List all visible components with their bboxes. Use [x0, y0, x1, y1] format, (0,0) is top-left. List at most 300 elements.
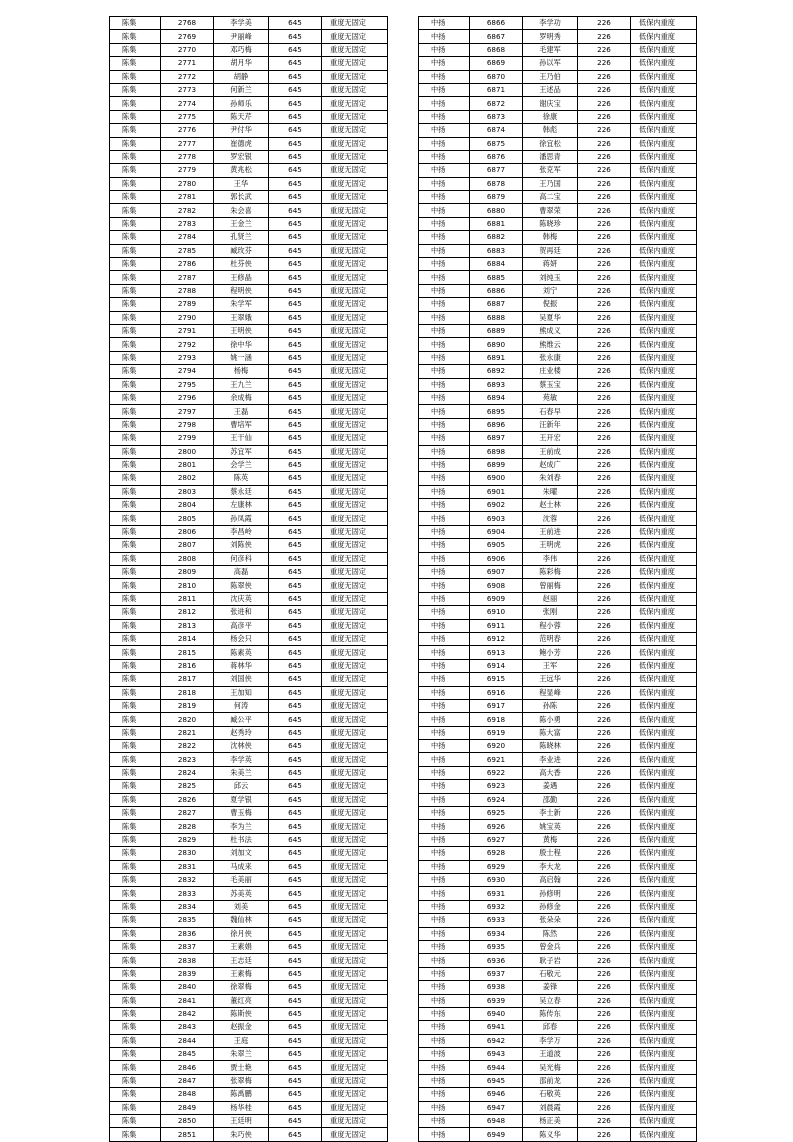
number-cell: 2784: [161, 231, 214, 244]
number-cell: 2842: [161, 1007, 214, 1020]
table-row: [110, 472, 388, 485]
name-cell: 鲍小芳: [523, 646, 578, 659]
table-row: [110, 713, 388, 726]
town-cell: 陈集: [110, 967, 161, 980]
name-cell: 张永康: [523, 351, 578, 364]
category-cell: 重度无固定: [322, 1101, 388, 1114]
category-cell: 低保内重度: [631, 579, 697, 592]
town-cell: 陈集: [110, 1007, 161, 1020]
table-row: [110, 807, 388, 820]
name-cell: 罗宏银: [214, 150, 269, 163]
town-cell: 陈集: [110, 860, 161, 873]
category-cell: 低保内重度: [631, 673, 697, 686]
amount-cell: 226: [578, 833, 631, 846]
amount-cell: 645: [269, 43, 322, 56]
category-cell: 低保内重度: [631, 432, 697, 445]
number-cell: 6886: [470, 284, 523, 297]
category-cell: 低保内重度: [631, 552, 697, 565]
amount-cell: 226: [578, 900, 631, 913]
table-row: [110, 512, 388, 525]
name-cell: 王乃国: [523, 177, 578, 190]
name-cell: 孙师乐: [214, 97, 269, 110]
category-cell: 低保内重度: [631, 780, 697, 793]
town-cell: 中扬: [419, 284, 470, 297]
number-cell: 2825: [161, 780, 214, 793]
town-cell: 陈集: [110, 338, 161, 351]
name-cell: 胡静: [214, 70, 269, 83]
town-cell: 陈集: [110, 231, 161, 244]
amount-cell: 226: [578, 244, 631, 257]
name-cell: 王明虎: [523, 539, 578, 552]
town-cell: 陈集: [110, 83, 161, 96]
table-row: [419, 1048, 697, 1061]
town-cell: 中扬: [419, 793, 470, 806]
town-cell: 中扬: [419, 686, 470, 699]
name-cell: 李业进: [523, 753, 578, 766]
amount-cell: 645: [269, 726, 322, 739]
town-cell: 中扬: [419, 324, 470, 337]
amount-cell: 645: [269, 217, 322, 230]
amount-cell: 645: [269, 900, 322, 913]
number-cell: 6927: [470, 833, 523, 846]
table-row: [419, 807, 697, 820]
category-cell: 重度无固定: [322, 191, 388, 204]
name-cell: 黄梅: [523, 833, 578, 846]
town-cell: 中扬: [419, 70, 470, 83]
number-cell: 6929: [470, 860, 523, 873]
number-cell: 6902: [470, 499, 523, 512]
category-cell: 低保内重度: [631, 900, 697, 913]
name-cell: 曾金兵: [523, 940, 578, 953]
amount-cell: 226: [578, 512, 631, 525]
table-row: [110, 284, 388, 297]
name-cell: 余成梅: [214, 391, 269, 404]
category-cell: 重度无固定: [322, 445, 388, 458]
category-cell: 重度无固定: [322, 847, 388, 860]
amount-cell: 645: [269, 552, 322, 565]
town-cell: 中扬: [419, 298, 470, 311]
category-cell: 重度无固定: [322, 632, 388, 645]
name-cell: 刘宁: [523, 284, 578, 297]
table-row: [419, 365, 697, 378]
category-cell: 低保内重度: [631, 458, 697, 471]
name-cell: 刘晨霞: [523, 1101, 578, 1114]
table-row: [110, 57, 388, 70]
town-cell: 陈集: [110, 753, 161, 766]
number-cell: 2802: [161, 472, 214, 485]
number-cell: 2778: [161, 150, 214, 163]
town-cell: 陈集: [110, 954, 161, 967]
category-cell: 重度无固定: [322, 673, 388, 686]
category-cell: 低保内重度: [631, 298, 697, 311]
table-row: [419, 284, 697, 297]
table-row: [419, 646, 697, 659]
number-cell: 2797: [161, 405, 214, 418]
category-cell: 重度无固定: [322, 177, 388, 190]
table-row: [110, 1088, 388, 1101]
table-row: [110, 338, 388, 351]
number-cell: 2786: [161, 258, 214, 271]
left-roster-table: [109, 16, 388, 1142]
table-row: [110, 539, 388, 552]
category-cell: 重度无固定: [322, 740, 388, 753]
table-row: [110, 324, 388, 337]
table-row: [419, 17, 697, 30]
number-cell: 6899: [470, 458, 523, 471]
name-cell: 陈英: [214, 472, 269, 485]
town-cell: 陈集: [110, 646, 161, 659]
table-row: [110, 766, 388, 779]
number-cell: 2789: [161, 298, 214, 311]
category-cell: 低保内重度: [631, 807, 697, 820]
town-cell: 陈集: [110, 539, 161, 552]
name-cell: 姜锋: [523, 981, 578, 994]
town-cell: 陈集: [110, 914, 161, 927]
table-row: [110, 793, 388, 806]
number-cell: 6893: [470, 378, 523, 391]
town-cell: 陈集: [110, 137, 161, 150]
number-cell: 6894: [470, 391, 523, 404]
name-cell: 杨梅: [214, 365, 269, 378]
name-cell: 倪振: [523, 298, 578, 311]
category-cell: 重度无固定: [322, 432, 388, 445]
number-cell: 2839: [161, 967, 214, 980]
number-cell: 6908: [470, 579, 523, 592]
table-row: [110, 445, 388, 458]
name-cell: 王九兰: [214, 378, 269, 391]
amount-cell: 645: [269, 940, 322, 953]
number-cell: 2829: [161, 833, 214, 846]
name-cell: 王华: [214, 177, 269, 190]
category-cell: 低保内重度: [631, 365, 697, 378]
amount-cell: 645: [269, 271, 322, 284]
category-cell: 低保内重度: [631, 914, 697, 927]
table-row: [419, 472, 697, 485]
name-cell: 徐翠梅: [214, 981, 269, 994]
town-cell: 中扬: [419, 1021, 470, 1034]
table-row: [110, 1021, 388, 1034]
table-row: [419, 217, 697, 230]
amount-cell: 645: [269, 124, 322, 137]
number-cell: 6901: [470, 485, 523, 498]
name-cell: 王明侠: [214, 324, 269, 337]
category-cell: 重度无固定: [322, 780, 388, 793]
town-cell: 陈集: [110, 30, 161, 43]
name-cell: 朱美兰: [214, 766, 269, 779]
number-cell: 2798: [161, 418, 214, 431]
category-cell: 低保内重度: [631, 351, 697, 364]
category-cell: 重度无固定: [322, 619, 388, 632]
name-cell: 朱巧侠: [214, 1128, 269, 1141]
amount-cell: 226: [578, 981, 631, 994]
amount-cell: 226: [578, 646, 631, 659]
town-cell: 中扬: [419, 525, 470, 538]
name-cell: 王素梅: [214, 967, 269, 980]
category-cell: 重度无固定: [322, 124, 388, 137]
category-cell: 重度无固定: [322, 472, 388, 485]
town-cell: 中扬: [419, 271, 470, 284]
town-cell: 陈集: [110, 365, 161, 378]
town-cell: 陈集: [110, 324, 161, 337]
name-cell: 石春早: [523, 405, 578, 418]
number-cell: 6945: [470, 1074, 523, 1087]
name-cell: 刘美: [214, 900, 269, 913]
number-cell: 6906: [470, 552, 523, 565]
name-cell: 高磊: [214, 566, 269, 579]
table-row: [110, 592, 388, 605]
table-row: [110, 673, 388, 686]
amount-cell: 645: [269, 1088, 322, 1101]
town-cell: 陈集: [110, 57, 161, 70]
town-cell: 中扬: [419, 137, 470, 150]
amount-cell: 226: [578, 284, 631, 297]
amount-cell: 645: [269, 753, 322, 766]
category-cell: 低保内重度: [631, 57, 697, 70]
category-cell: 低保内重度: [631, 338, 697, 351]
category-cell: 重度无固定: [322, 954, 388, 967]
amount-cell: 226: [578, 539, 631, 552]
number-cell: 6939: [470, 994, 523, 1007]
number-cell: 6880: [470, 204, 523, 217]
name-cell: 毛建军: [523, 43, 578, 56]
town-cell: 陈集: [110, 793, 161, 806]
number-cell: 2774: [161, 97, 214, 110]
name-cell: 潘思青: [523, 150, 578, 163]
amount-cell: 645: [269, 566, 322, 579]
number-cell: 6900: [470, 472, 523, 485]
town-cell: 中扬: [419, 579, 470, 592]
category-cell: 低保内重度: [631, 1007, 697, 1020]
number-cell: 6890: [470, 338, 523, 351]
name-cell: 范明春: [523, 632, 578, 645]
table-row: [110, 740, 388, 753]
amount-cell: 645: [269, 981, 322, 994]
amount-cell: 645: [269, 1101, 322, 1114]
table-row: [110, 552, 388, 565]
category-cell: 低保内重度: [631, 124, 697, 137]
town-cell: 陈集: [110, 1101, 161, 1114]
name-cell: 陈晓林: [523, 740, 578, 753]
category-cell: 低保内重度: [631, 164, 697, 177]
category-cell: 重度无固定: [322, 1074, 388, 1087]
name-cell: 刘加文: [214, 847, 269, 860]
table-row: [419, 432, 697, 445]
category-cell: 低保内重度: [631, 405, 697, 418]
category-cell: 重度无固定: [322, 566, 388, 579]
amount-cell: 226: [578, 552, 631, 565]
name-cell: 王翠娥: [214, 311, 269, 324]
name-cell: 王军: [523, 659, 578, 672]
name-cell: 马成来: [214, 860, 269, 873]
category-cell: 重度无固定: [322, 807, 388, 820]
table-row: [110, 164, 388, 177]
town-cell: 中扬: [419, 204, 470, 217]
name-cell: 杨正美: [523, 1115, 578, 1128]
table-row: [110, 258, 388, 271]
number-cell: 6875: [470, 137, 523, 150]
number-cell: 2838: [161, 954, 214, 967]
number-cell: 2805: [161, 512, 214, 525]
town-cell: 陈集: [110, 726, 161, 739]
category-cell: 重度无固定: [322, 43, 388, 56]
number-cell: 2850: [161, 1115, 214, 1128]
name-cell: 孙陈: [523, 699, 578, 712]
category-cell: 重度无固定: [322, 793, 388, 806]
number-cell: 2851: [161, 1128, 214, 1141]
amount-cell: 226: [578, 1088, 631, 1101]
table-row: [419, 70, 697, 83]
amount-cell: 226: [578, 1048, 631, 1061]
town-cell: 中扬: [419, 432, 470, 445]
amount-cell: 226: [578, 204, 631, 217]
town-cell: 陈集: [110, 820, 161, 833]
category-cell: 低保内重度: [631, 1061, 697, 1074]
name-cell: 李昌岭: [214, 525, 269, 538]
name-cell: 陈晓珍: [523, 217, 578, 230]
table-row: [419, 324, 697, 337]
amount-cell: 226: [578, 1128, 631, 1141]
town-cell: 陈集: [110, 43, 161, 56]
town-cell: 陈集: [110, 1034, 161, 1047]
number-cell: 6878: [470, 177, 523, 190]
category-cell: 低保内重度: [631, 177, 697, 190]
table-row: [419, 766, 697, 779]
table-row: [419, 860, 697, 873]
table-row: [419, 124, 697, 137]
table-row: [419, 686, 697, 699]
table-row: [110, 1034, 388, 1047]
table-row: [419, 1007, 697, 1020]
amount-cell: 226: [578, 271, 631, 284]
category-cell: 低保内重度: [631, 940, 697, 953]
amount-cell: 645: [269, 1128, 322, 1141]
name-cell: 王干仙: [214, 432, 269, 445]
table-row: [110, 351, 388, 364]
town-cell: 中扬: [419, 1115, 470, 1128]
table-row: [110, 632, 388, 645]
table-row: [419, 699, 697, 712]
number-cell: 2815: [161, 646, 214, 659]
category-cell: 低保内重度: [631, 271, 697, 284]
number-cell: 2812: [161, 606, 214, 619]
table-row: [419, 820, 697, 833]
category-cell: 低保内重度: [631, 740, 697, 753]
town-cell: 陈集: [110, 110, 161, 123]
number-cell: 2832: [161, 874, 214, 887]
name-cell: 臧公平: [214, 713, 269, 726]
category-cell: 重度无固定: [322, 1034, 388, 1047]
amount-cell: 645: [269, 1021, 322, 1034]
town-cell: 中扬: [419, 592, 470, 605]
number-cell: 2781: [161, 191, 214, 204]
category-cell: 低保内重度: [631, 17, 697, 30]
category-cell: 重度无固定: [322, 485, 388, 498]
category-cell: 重度无固定: [322, 914, 388, 927]
amount-cell: 645: [269, 284, 322, 297]
number-cell: 2845: [161, 1048, 214, 1061]
table-row: [419, 311, 697, 324]
town-cell: 陈集: [110, 713, 161, 726]
table-row: [110, 499, 388, 512]
town-cell: 中扬: [419, 164, 470, 177]
name-cell: 李大龙: [523, 860, 578, 873]
town-cell: 中扬: [419, 646, 470, 659]
number-cell: 2791: [161, 324, 214, 337]
category-cell: 低保内重度: [631, 525, 697, 538]
town-cell: 中扬: [419, 847, 470, 860]
name-cell: 蔡玉宝: [523, 378, 578, 391]
table-row: [110, 874, 388, 887]
amount-cell: 645: [269, 525, 322, 538]
amount-cell: 226: [578, 57, 631, 70]
town-cell: 中扬: [419, 954, 470, 967]
name-cell: 谢庆宝: [523, 97, 578, 110]
town-cell: 陈集: [110, 673, 161, 686]
name-cell: 崔德虎: [214, 137, 269, 150]
name-cell: 石敬英: [523, 1088, 578, 1101]
amount-cell: 645: [269, 659, 322, 672]
town-cell: 中扬: [419, 927, 470, 940]
name-cell: 蒋妍: [523, 258, 578, 271]
amount-cell: 226: [578, 97, 631, 110]
table-row: [419, 1115, 697, 1128]
table-row: [110, 940, 388, 953]
table-row: [419, 579, 697, 592]
town-cell: 陈集: [110, 847, 161, 860]
amount-cell: 645: [269, 298, 322, 311]
name-cell: 朱会喜: [214, 204, 269, 217]
number-cell: 2792: [161, 338, 214, 351]
number-cell: 2782: [161, 204, 214, 217]
table-row: [110, 1007, 388, 1020]
category-cell: 低保内重度: [631, 847, 697, 860]
name-cell: 张克军: [523, 164, 578, 177]
table-row: [419, 780, 697, 793]
amount-cell: 645: [269, 499, 322, 512]
amount-cell: 226: [578, 485, 631, 498]
category-cell: 重度无固定: [322, 927, 388, 940]
number-cell: 2819: [161, 699, 214, 712]
amount-cell: 226: [578, 1034, 631, 1047]
name-cell: 高彦平: [214, 619, 269, 632]
table-row: [419, 847, 697, 860]
amount-cell: 645: [269, 70, 322, 83]
town-cell: 陈集: [110, 298, 161, 311]
number-cell: 6920: [470, 740, 523, 753]
name-cell: 何涛: [214, 699, 269, 712]
table-row: [419, 1074, 697, 1087]
category-cell: 重度无固定: [322, 137, 388, 150]
name-cell: 邱春: [523, 1021, 578, 1034]
name-cell: 曹玉梅: [214, 807, 269, 820]
town-cell: 陈集: [110, 472, 161, 485]
town-cell: 陈集: [110, 1048, 161, 1061]
number-cell: 6907: [470, 566, 523, 579]
town-cell: 陈集: [110, 659, 161, 672]
name-cell: 陈素英: [214, 646, 269, 659]
number-cell: 2848: [161, 1088, 214, 1101]
category-cell: 重度无固定: [322, 967, 388, 980]
name-cell: 赵振金: [214, 1021, 269, 1034]
name-cell: 王修晶: [214, 271, 269, 284]
category-cell: 重度无固定: [322, 499, 388, 512]
name-cell: 苏宜军: [214, 445, 269, 458]
name-cell: 杜书法: [214, 833, 269, 846]
number-cell: 6928: [470, 847, 523, 860]
name-cell: 臧玫芬: [214, 244, 269, 257]
number-cell: 2783: [161, 217, 214, 230]
amount-cell: 645: [269, 860, 322, 873]
